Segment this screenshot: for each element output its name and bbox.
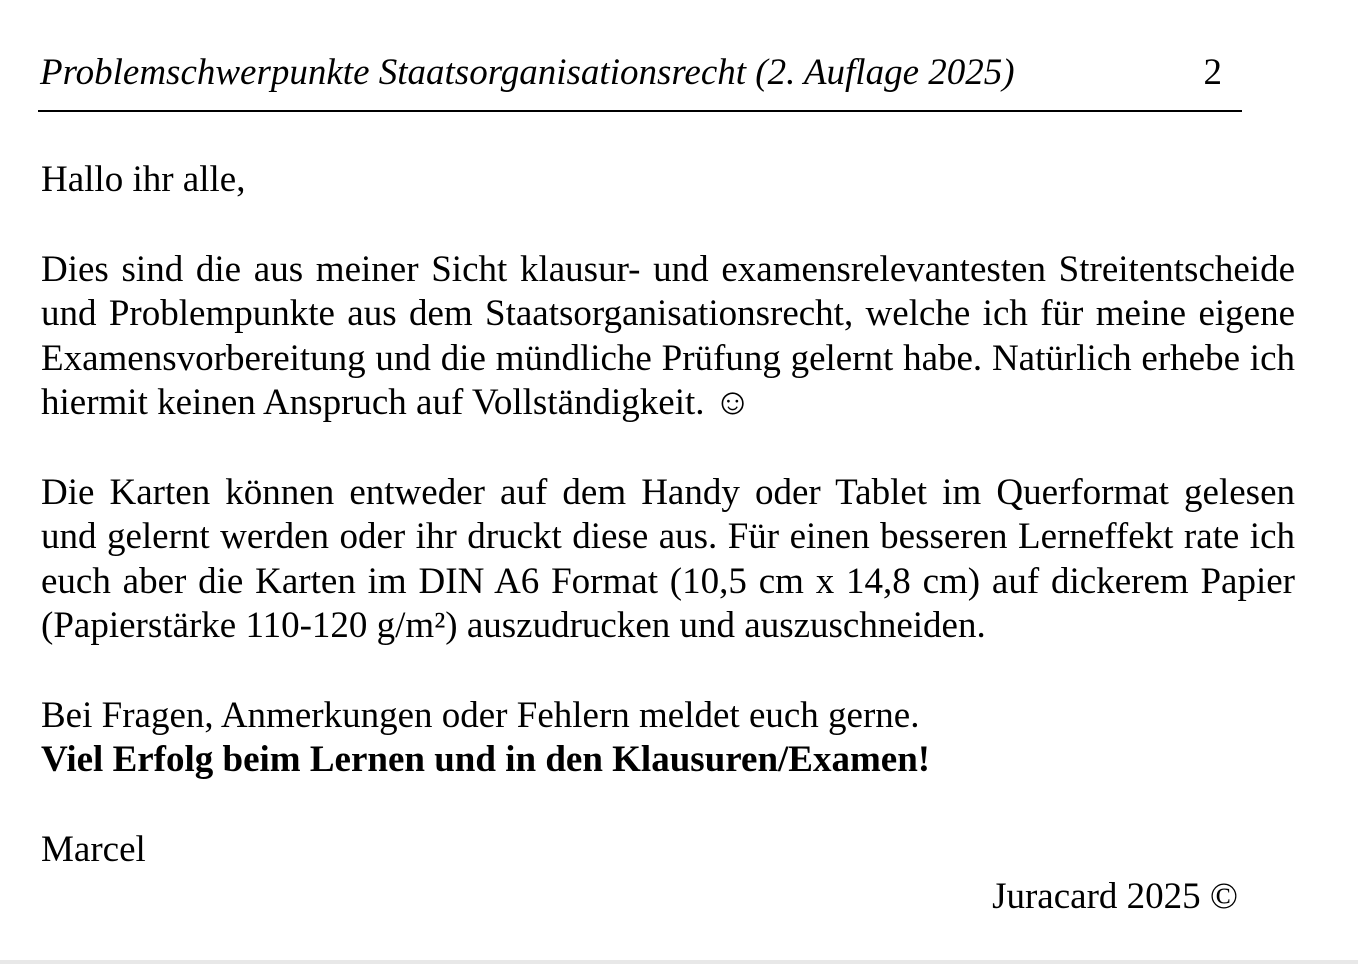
print-instructions-paragraph: Die Karten können entweder auf dem Handy oder Tablet im Querformat gelesen und gelernt werden oder ihr druckt diese aus. Für einen besseren Lerneffekt rate ich euch aber die Karten im DIN A6 Format (10,5 cm x 14,8 cm) auf dickerem Papier (Papierstärke 110-120 g/m²) auszudrucken und auszuschneiden. <box>41 471 1295 646</box>
document-body <box>41 158 1295 872</box>
greeting-text: Hallo ihr alle, <box>41 159 246 200</box>
questions-line: Bei Fragen, Anmerkungen oder Fehlern meldet euch gerne. <box>41 694 920 736</box>
page-header <box>38 50 1242 112</box>
closing-block <box>41 694 1295 873</box>
good-luck-line: Viel Erfolg beim Lernen und in den Klausuren/Examen! <box>41 739 931 780</box>
copyright-footer: Juracard 2025 © <box>992 876 1238 917</box>
document-title: Problemschwerpunkte Staatsorganisationsrecht (2. Auflage 2025) <box>40 52 1015 93</box>
page-number: 2 <box>1203 52 1222 93</box>
signature: Marcel <box>41 828 146 870</box>
page-bottom-edge <box>0 960 1358 964</box>
intro-paragraph: Dies sind die aus meiner Sicht klausur- und examensrelevantesten Streitentscheide und Problempunkte aus dem Staatsorganisationsrecht, welche ich für meine eigene Examensvorbereitung und die mündliche Prüfung gelernt habe. Natürlich erhebe ich hiermit keinen Anspruch auf Vollständigkeit. ☺ <box>41 248 1295 423</box>
